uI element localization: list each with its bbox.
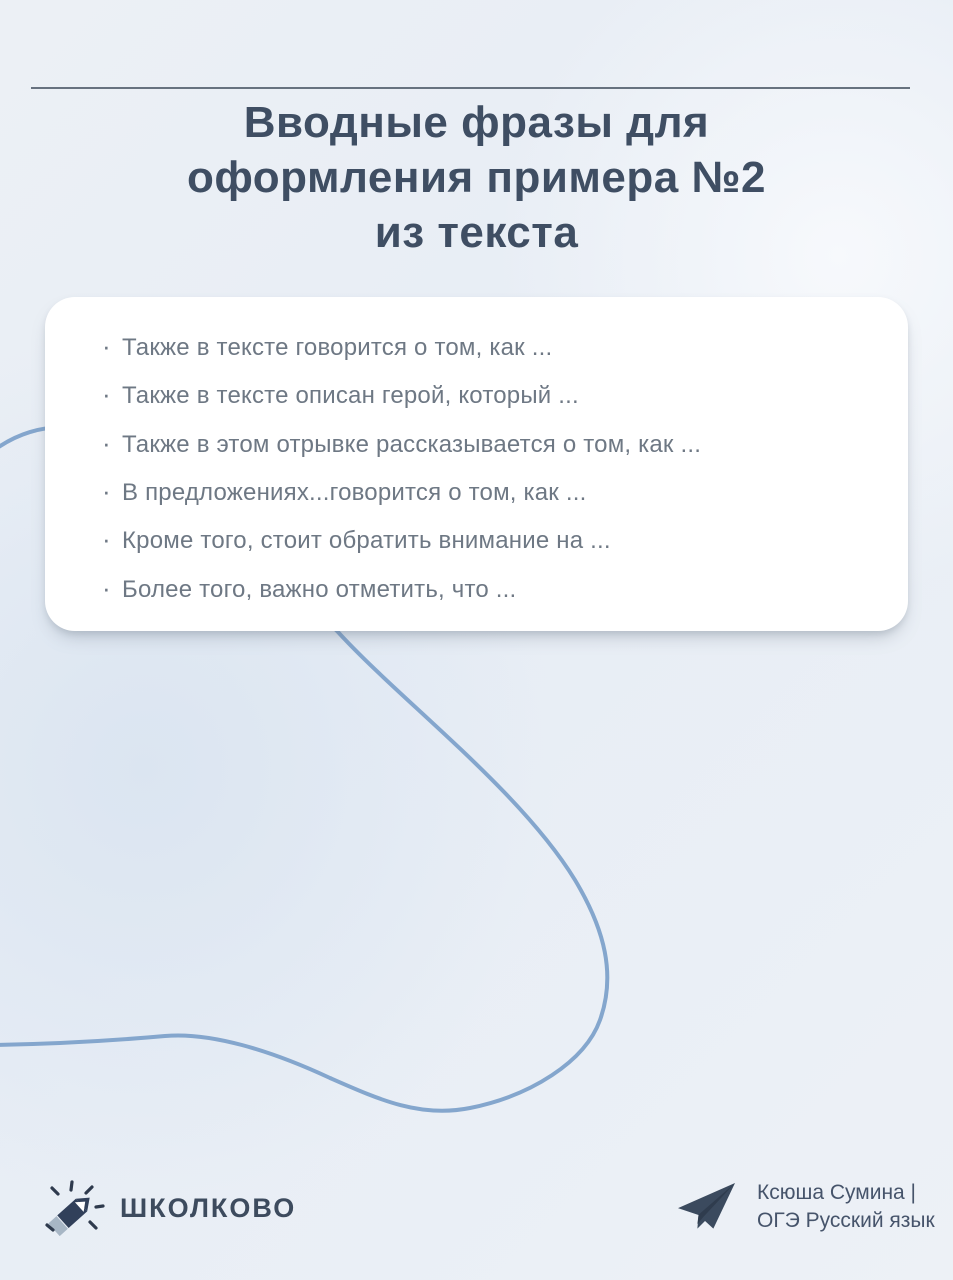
- list-item: [102, 372, 868, 420]
- phrases-card: [45, 297, 908, 631]
- list-item: [102, 469, 868, 517]
- brand-logo: [40, 1175, 296, 1241]
- bullet-icon: ·: [102, 379, 111, 410]
- page-title: [0, 95, 953, 260]
- phrase-text: Более того, важно отметить, что ...: [122, 575, 517, 603]
- list-item: [102, 324, 868, 372]
- credit-text: [757, 1179, 935, 1235]
- list-item: [102, 565, 868, 613]
- pencil-sparkle-icon: [40, 1175, 106, 1241]
- phrase-text: Кроме того, стоит обратить внимание на ...: [122, 527, 611, 555]
- bullet-icon: ·: [102, 476, 111, 507]
- phrase-text: В предложениях...говорится о том, как ...: [122, 479, 587, 507]
- brand-name: ШКОЛКОВО: [120, 1192, 297, 1223]
- bullet-icon: ·: [102, 427, 111, 458]
- page-title-line-2: оформления примера №2: [187, 153, 766, 202]
- bullet-icon: ·: [102, 572, 111, 603]
- author-credit: [678, 1179, 935, 1235]
- credit-line-2: ОГЭ Русский язык: [757, 1209, 935, 1232]
- bullet-icon: ·: [102, 524, 111, 555]
- telegram-icon: [678, 1183, 735, 1231]
- list-item: [102, 421, 868, 469]
- header-divider: [31, 87, 910, 89]
- footer: [0, 1165, 953, 1255]
- page-title-line-3: из текста: [374, 208, 579, 257]
- phrases-list: [102, 324, 868, 614]
- bullet-icon: ·: [102, 331, 111, 362]
- list-item: [102, 517, 868, 565]
- phrase-text: Также в тексте описан герой, который ...: [122, 382, 579, 410]
- credit-line-1: Ксюша Сумина |: [757, 1181, 917, 1204]
- phrase-text: Также в этом отрывке рассказывается о том, как ...: [122, 430, 702, 458]
- phrase-text: Также в тексте говорится о том, как ...: [122, 334, 553, 362]
- page-title-line-1: Вводные фразы для: [243, 98, 710, 147]
